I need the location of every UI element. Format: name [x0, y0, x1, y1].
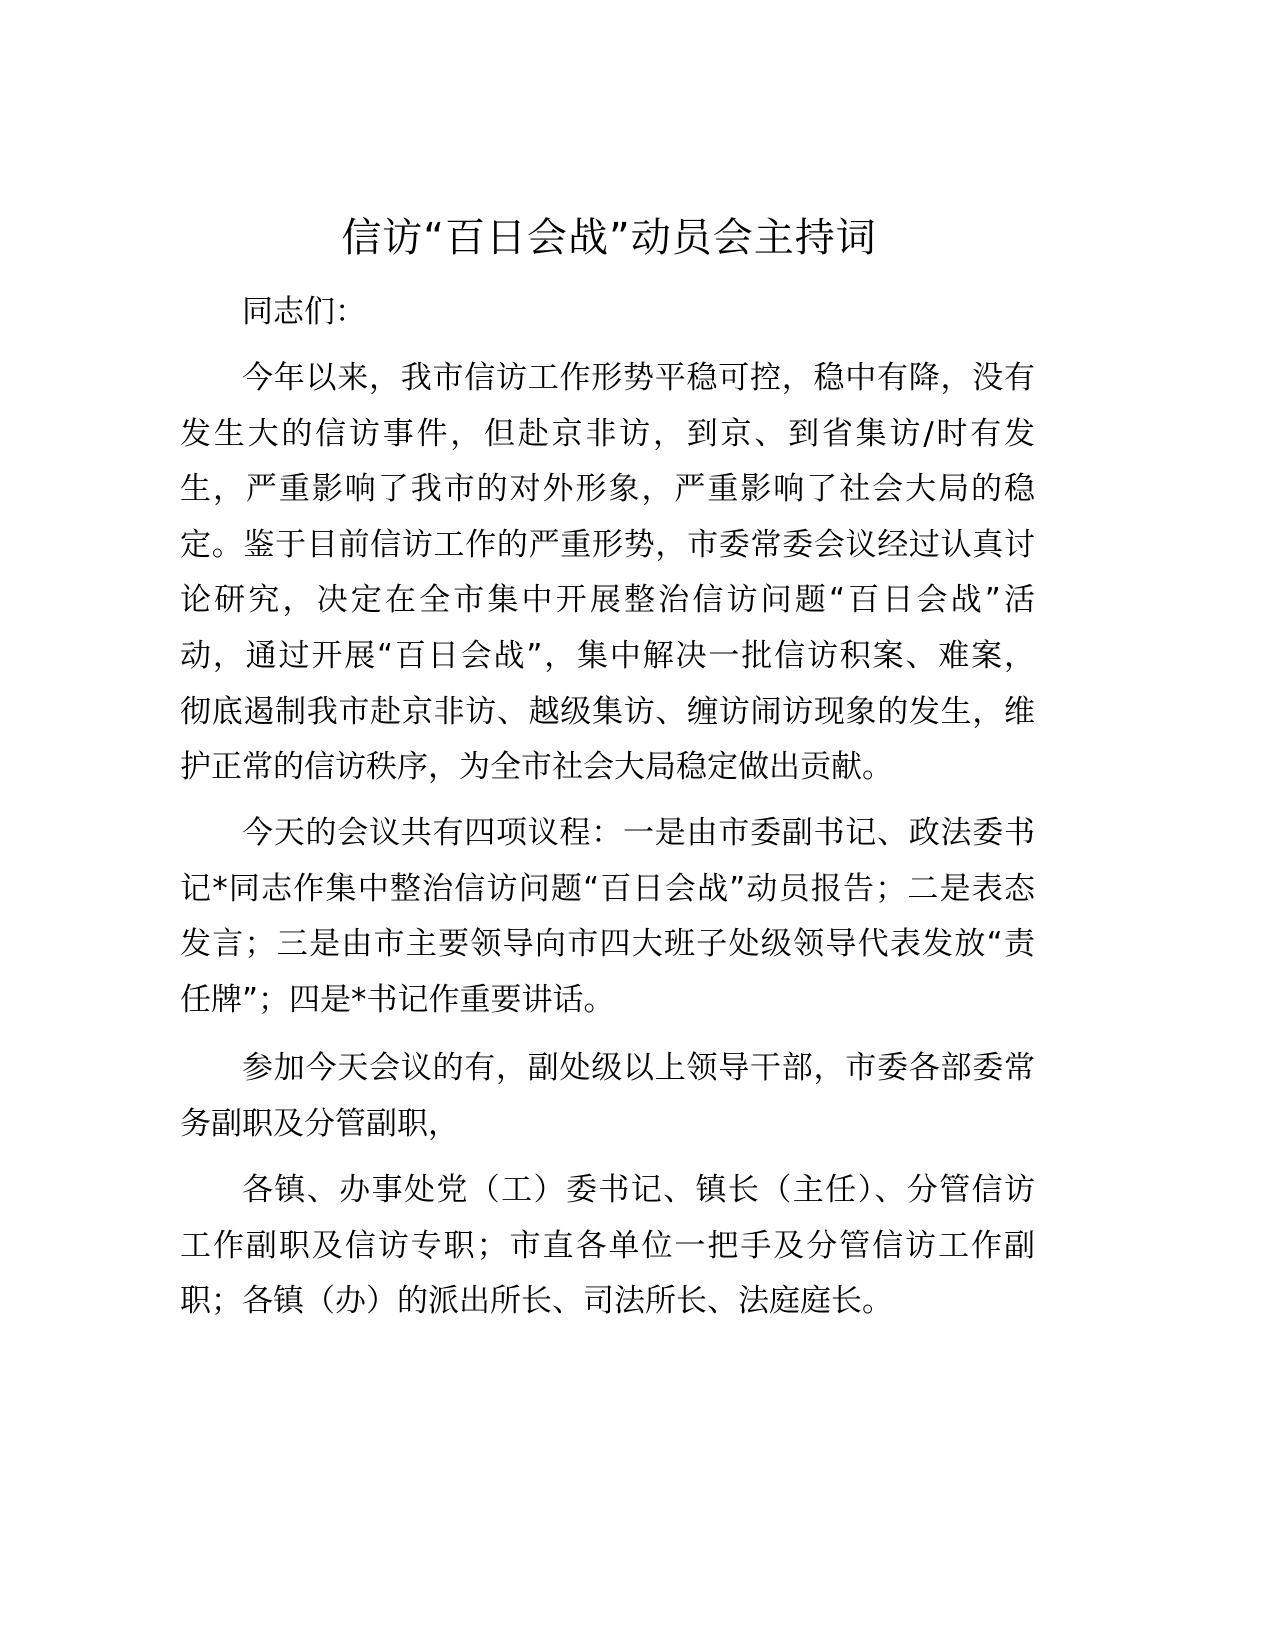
- paragraph-line: 动，通过开展“百日会战”，集中解决一批信访积案、难案，: [180, 638, 1035, 674]
- paragraph-line: 参加今天会议的有，副处级以上领导干部，市委各部委常: [242, 1050, 1035, 1086]
- paragraph-line: 任牌”；四是*书记作重要讲话。: [180, 981, 615, 1018]
- paragraph-line: 记*同志作集中整治信访问题“百日会战”动员报告；二是表态: [180, 870, 1035, 907]
- paragraph-line: 发言；三是由市主要领导向市四大班子处级领导代表发放“责: [180, 926, 1035, 963]
- paragraph-line: 职；各镇（办）的派出所长、司法所长、法庭庭长。: [180, 1283, 893, 1320]
- document-title: 信访“百日会战”动员会主持词: [341, 215, 877, 261]
- paragraph-line: 定。鉴于目前信访工作的严重形势，市委常委会议经过认真讨: [180, 526, 1035, 563]
- paragraph-line: 今天的会议共有四项议程：一是由市委副书记、政法委书: [242, 815, 1035, 851]
- paragraph-line: 生，严重影响了我市的对外形象，严重影响了社会大局的稳: [180, 471, 1035, 508]
- paragraph-line: 论研究，决定在全市集中开展整治信访问题“百日会战”活: [180, 582, 1035, 619]
- paragraph-line: 务副职及分管副职，: [180, 1105, 459, 1142]
- paragraph-line: 彻底遏制我市赴京非访、越级集访、缠访闹访现象的发生，维: [180, 693, 1035, 730]
- paragraph-line: 发生大的信访事件，但赴京非访，到京、到省集访/时有发: [180, 415, 1035, 452]
- paragraph-line: 今年以来，我市信访工作形势平稳可控，稳中有降，没有: [242, 360, 1035, 396]
- paragraph-line: 各镇、办事处党（工）委书记、镇长（主任）、分管信访: [242, 1172, 1035, 1208]
- paragraph-line: 护正常的信访秩序，为全市社会大局稳定做出贡献。: [180, 749, 893, 786]
- paragraph-line: 工作副职及信访专职；市直各单位一把手及分管信访工作副: [180, 1227, 1035, 1264]
- salutation: 同志们：: [242, 294, 366, 330]
